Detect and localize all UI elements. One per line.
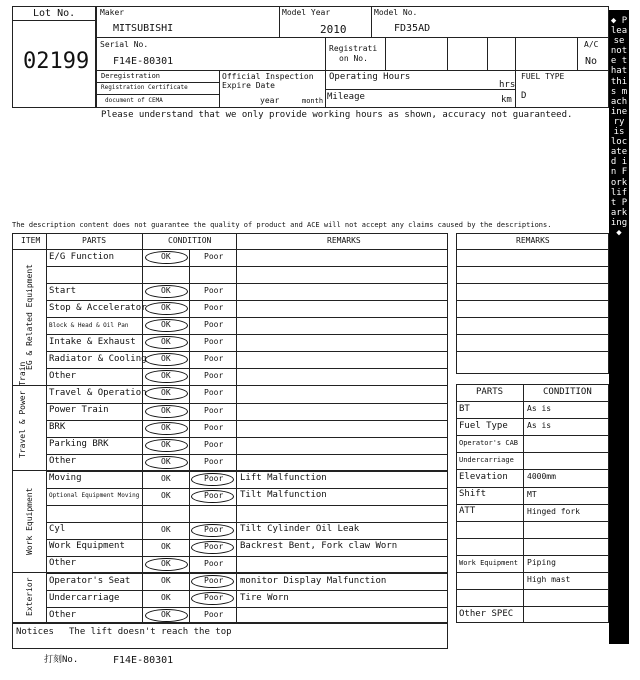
poor-option: Poor (204, 456, 224, 466)
spec-condition: Piping (527, 557, 556, 567)
model-no-label: Model No. (374, 8, 418, 17)
spec-condition: 4000mm (527, 472, 556, 482)
registration-label-2: on No. (339, 54, 368, 63)
spec-part: Elevation (459, 471, 508, 482)
location-notice-text: ◆ Please note that this machinery is located in Forklift Parking ◆ (610, 16, 628, 238)
header-remarks-right: REMARKS (516, 236, 550, 245)
poor-selected-circle (191, 490, 234, 503)
remark-text: Tilt Cylinder Oil Leak (240, 524, 360, 535)
month-label: month (302, 97, 324, 105)
poor-option: Poor (204, 439, 224, 449)
ok-option: OK (161, 610, 171, 620)
spec-condition: MT (527, 489, 537, 499)
part-name: E/G Function (49, 251, 115, 262)
part-name: Other (49, 456, 77, 467)
poor-selected-circle (191, 524, 234, 537)
spec-part: Operator's CAB (459, 439, 519, 448)
group-travel: Travel & Power Train (18, 361, 27, 458)
reg-cert-label: Registration Certificate (101, 84, 188, 91)
poor-option: Poor (204, 337, 224, 347)
header-condition: CONDITION (168, 236, 212, 245)
ok-option: OK (161, 286, 171, 296)
operating-hours-label: Operating Hours (329, 72, 411, 82)
part-name: Other (49, 370, 77, 381)
part-name: Other (49, 558, 77, 569)
serial-value: F14E-80301 (113, 56, 174, 67)
km-label: km (501, 95, 512, 105)
remark-text: Backrest Bent, Fork claw Worn (240, 541, 398, 552)
part-name: Intake & Exhaust (49, 336, 136, 347)
ok-selected-circle (145, 422, 188, 435)
poor-selected-circle (191, 575, 234, 588)
group-eg: EG & Related Equipment (25, 264, 34, 370)
ok-option: OK (161, 388, 171, 398)
poor-option: Poor (204, 286, 224, 296)
maker-label: Maker (100, 8, 125, 17)
fuel-type-label: FUEL TYPE (521, 72, 565, 81)
ok-option: OK (161, 354, 171, 364)
ok-option: OK (161, 439, 171, 449)
ok-option: OK (161, 405, 171, 415)
serial-label: Serial No. (100, 40, 149, 49)
spec-part: Fuel Type (459, 420, 508, 431)
remark-text: Lift Malfunction (240, 473, 327, 484)
part-name: Work Equipment (49, 541, 125, 552)
header-remarks: REMARKS (327, 236, 361, 245)
poor-option: Poor (204, 490, 224, 500)
ok-option: OK (161, 422, 171, 432)
poor-option: Poor (204, 371, 224, 381)
model-no-value: FD35AD (394, 23, 431, 34)
ok-selected-circle (145, 609, 188, 622)
part-name: Power Train (49, 405, 109, 415)
poor-option: Poor (204, 422, 224, 432)
poor-option: Poor (204, 593, 224, 602)
fuel-type-value: D (521, 91, 527, 101)
part-name: Block & Head & Oil Pan (49, 321, 129, 329)
poor-option: Poor (204, 388, 224, 398)
hours-notice: Please understand that we only provide working hours as shown, accuracy not guaranteed. (101, 110, 573, 120)
ok-option: OK (161, 320, 171, 330)
spec-condition: Hinged fork (527, 506, 580, 516)
spec-part: ATT (459, 506, 476, 517)
spec-parts-header: PARTS (476, 387, 504, 397)
ok-selected-circle (145, 439, 188, 452)
remark-text: Tilt Malfunction (240, 490, 327, 501)
ok-option: OK (161, 473, 171, 483)
ok-option: OK (161, 558, 171, 568)
ok-option: OK (161, 252, 171, 261)
ok-option: OK (161, 371, 171, 381)
remark-text: monitor Display Malfunction (240, 575, 387, 586)
cema-doc-label: document of CEMA (105, 97, 163, 104)
ok-selected-circle (145, 558, 188, 571)
ok-option: OK (161, 456, 171, 466)
year-label: year (260, 96, 280, 105)
model-year-value: 2010 (320, 23, 347, 36)
spec-part: Work Equipment (459, 558, 519, 567)
part-name: Undercarriage (49, 592, 120, 603)
location-notice-bar (609, 10, 629, 644)
remark-text: Tire Worn (240, 592, 289, 603)
header-parts: PARTS (82, 236, 107, 245)
ok-selected-circle (145, 251, 188, 264)
part-name: Optional Equipment Moving (49, 492, 140, 500)
poor-selected-circle (191, 473, 234, 486)
spec-condition-header: CONDITION (543, 387, 592, 397)
group-exterior: Exterior (25, 577, 34, 616)
lot-label: Lot No. (33, 8, 76, 19)
poor-option: Poor (204, 576, 224, 585)
hrs-label: hrs (499, 80, 516, 90)
official-inspection-label: Official Inspection (222, 72, 314, 81)
notices-value: The lift doesn't reach the top (69, 627, 232, 637)
ok-selected-circle (145, 285, 188, 298)
maker-value: MITSUBISHI (113, 23, 174, 34)
registration-label: Registrati (329, 44, 378, 53)
group-work: Work Equipment (25, 487, 34, 555)
part-name: Cyl (49, 524, 66, 535)
poor-option: Poor (204, 610, 224, 620)
part-name: BRK (49, 422, 66, 432)
spec-part: Shift (459, 489, 487, 500)
ok-option: OK (161, 541, 171, 551)
poor-option: Poor (204, 473, 224, 483)
model-year-label: Model Year (282, 8, 331, 17)
spec-condition: High mast (527, 575, 571, 584)
part-name: Other (49, 609, 77, 620)
deregistration-label: Deregistration (101, 72, 161, 80)
notices-label: Notices (16, 627, 54, 637)
poor-option: Poor (204, 320, 224, 330)
ac-value: No (585, 56, 598, 67)
spec-part: BT (459, 403, 470, 414)
part-name: Moving (49, 473, 82, 484)
poor-option: Poor (204, 405, 224, 415)
poor-selected-circle (191, 592, 234, 605)
disclaimer: The description content does not guarantee the quality of product and ACE will not accept any claims caused by the descriptions. (12, 221, 552, 229)
expire-date-label: Expire Date (222, 81, 275, 90)
part-name: Radiator & Cooling (49, 353, 147, 364)
poor-option: Poor (204, 252, 224, 261)
ok-option: OK (161, 524, 171, 534)
part-name: Stop & Accelerator (49, 302, 147, 313)
poor-selected-circle (191, 541, 234, 554)
poor-option: Poor (204, 354, 224, 364)
part-name: Travel & Operation (49, 387, 147, 398)
poor-option: Poor (204, 303, 224, 313)
stamp-value: F14E-80301 (113, 655, 174, 666)
ok-option: OK (161, 576, 171, 585)
mileage-label: Mileage (327, 92, 365, 102)
ok-selected-circle (145, 456, 188, 469)
poor-option: Poor (204, 558, 224, 568)
lot-number: 02199 (23, 49, 90, 74)
part-name: Start (49, 285, 77, 296)
poor-option: Poor (204, 541, 224, 551)
ok-option: OK (161, 593, 171, 602)
poor-option: Poor (204, 524, 224, 534)
spec-condition: As is (527, 404, 552, 414)
part-name: Parking BRK (49, 439, 109, 450)
spec-condition: As is (527, 421, 552, 431)
stamp-label: 打刻No. (44, 655, 79, 665)
ok-option: OK (161, 490, 171, 500)
ac-label: A/C (584, 40, 599, 49)
header-item: ITEM (21, 236, 41, 245)
ok-selected-circle (145, 405, 188, 418)
spec-part: Other SPEC (459, 608, 514, 619)
ok-option: OK (161, 303, 171, 313)
part-name: Operator's Seat (49, 575, 131, 586)
spec-part: Undercarriage (459, 456, 514, 465)
ok-option: OK (161, 337, 171, 347)
